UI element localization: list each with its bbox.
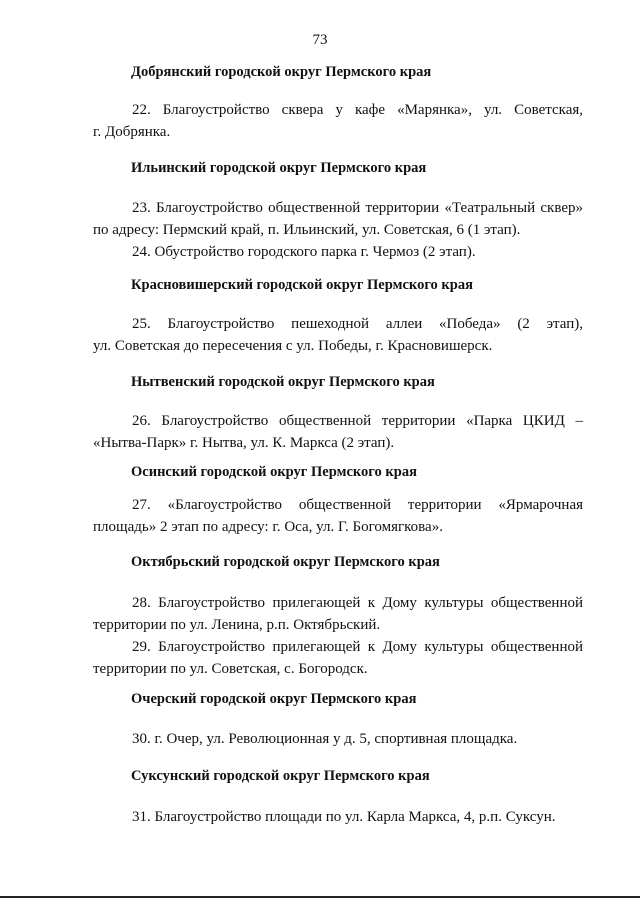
- item-26: [93, 410, 583, 454]
- section-heading-oktyabrsky: Октябрьский городской округ Пермского края: [131, 554, 440, 570]
- item-28-line-1: 28. Благоустройство прилегающей к Дому культуры общественной: [132, 595, 583, 611]
- item-26-line-1: 26. Благоустройство общественной территории «Парка ЦКИД –: [132, 413, 583, 429]
- item-31-line-1: 31. Благоустройство площади по ул. Карла Маркса, 4, р.п. Суксун.: [132, 809, 556, 825]
- item-22-line-2: г. Добрянка.: [93, 124, 171, 140]
- section-heading-ocher: Очерский городской округ Пермского края: [131, 691, 417, 707]
- items-28-29: [93, 592, 583, 680]
- item-23-line-2: по адресу: Пермский край, п. Ильинский, ул. Советская, 6 (1 этап).: [93, 222, 521, 238]
- section-heading-suksun: Суксунский городской округ Пермского края: [131, 768, 430, 784]
- item-29-line-1: 29. Благоустройство прилегающей к Дому культуры общественной: [132, 639, 583, 655]
- section-heading-nytva: Нытвенский городской округ Пермского края: [131, 374, 435, 390]
- item-23-line-1: 23. Благоустройство общественной территории «Театральный сквер»: [132, 200, 583, 216]
- item-25-line-1: 25. Благоустройство пешеходной аллеи «Победа» (2 этап),: [132, 316, 583, 332]
- page-bottom-rule: [0, 896, 640, 898]
- item-22: [93, 99, 583, 143]
- item-31: [93, 806, 583, 828]
- item-28-line-2: территории по ул. Ленина, р.п. Октябрьский.: [93, 617, 381, 633]
- item-30: [93, 728, 583, 750]
- item-30-line-1: 30. г. Очер, ул. Революционная у д. 5, спортивная площадка.: [132, 731, 518, 747]
- section-heading-ilinsky: Ильинский городской округ Пермского края: [131, 160, 427, 176]
- item-27-line-2: площадь» 2 этап по адресу: г. Оса, ул. Г. Богомягкова».: [93, 519, 443, 535]
- item-22-line-1: 22. Благоустройство сквера у кафе «Марянка», ул. Советская,: [132, 102, 583, 118]
- items-23-24: [93, 197, 583, 263]
- item-29-line-2: территории по ул. Советская, с. Богородск.: [93, 661, 368, 677]
- section-heading-osa: Осинский городской округ Пермского края: [131, 464, 417, 480]
- item-25-line-2: ул. Советская до пересечения с ул. Победы, г. Красновишерск.: [93, 338, 493, 354]
- section-heading-dobryanka: Добрянский городской округ Пермского края: [131, 64, 432, 80]
- item-27-line-1: 27. «Благоустройство общественной территории «Ярмарочная: [132, 497, 583, 513]
- item-25: [93, 313, 583, 357]
- section-heading-krasnovishersk: Красновишерский городской округ Пермского края: [131, 277, 473, 293]
- item-24-line-1: 24. Обустройство городского парка г. Чермоз (2 этап).: [132, 244, 476, 260]
- item-27: [93, 494, 583, 538]
- item-26-line-2: «Нытва-Парк» г. Нытва, ул. К. Маркса (2 этап).: [93, 435, 395, 451]
- page-number: 73: [312, 32, 328, 48]
